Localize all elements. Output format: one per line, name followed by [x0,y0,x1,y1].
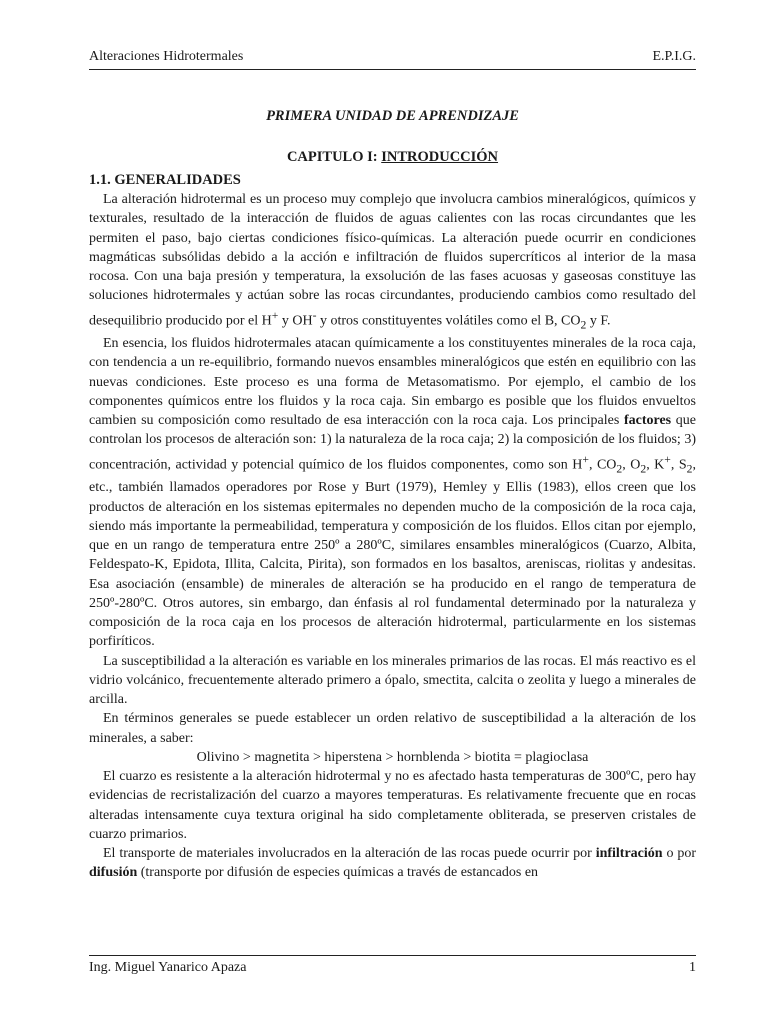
chapter-title [89,148,696,166]
header-title: Alteraciones Hidrotermales [89,49,244,64]
paragraph-7 [89,844,696,883]
susceptibility-series: Olivino > magnetita > hiperstena > hornblenda > biotita = plagioclasa [196,749,589,765]
p2-text-e: , K [646,457,665,473]
p2-text-a: En esencia, los fluidos hidrotermales atacan químicamente a los constituyentes minerales de la roca caja, con tendencia a un re-equilibrio, formando nuevos ensambles mineralógicos que estén en equilibrio con las nuevas condiciones. Este proceso es una forma de Metasomatismo. Por ejemplo, el cambio de los componentes químicos entre los fluidos y la roca caja. Sin embargo es posible que los fluidos envueltos cambien su composición como resultado de esa interacción con la roca caja. Los principales [89,336,696,429]
chapter-name: INTRODUCCIÓN [381,149,499,165]
p2-text-c: , CO [588,457,617,473]
paragraph-6: El cuarzo es resistente a la alteración hidrotermal y no es afectado hasta temperaturas de 300ºC, pero hay evidencias de recristalización del cuarzo a mayores temperaturas. Es relativamente frecuente que en rocas alteradas intensamente cuya textura original ha sido completamente obliterada, se preserven cristales de cuarzo primarios. [89,769,696,842]
page-footer [89,955,696,977]
p7-text-b: o por [662,846,696,862]
p2-text-f: , S [670,457,687,473]
p2-text-g: , etc., también llamados operadores por Rose y Burt (1979), Hemley y Ellis (1983), ellos creen que los productos de alteración en los sistemas epitermales no dependen mucho de la composición de la roca caja, siendo más importante la permeabilidad, temperatura y composición de los fluidos. Ellos citan por ejemplo, que en un rango de temperatura entre 250º a 280ºC, similares ensambles mineralógicos (Cuarzo, Albita, Feldespato-K, Epidota, Illita, Calcita, Pirita), son formados en los basaltos, areniscas, riolitas y andesitas. Esa asociación (ensamble) de minerales de alteración se ha producido en el rango de temperatura de 250º-280ºC. Otros autores, sin embargo, dan énfasis al rol fundamental determinado por la naturaleza y composición de la roca caja en los procesos de alteración hidrotermal, particularmente en los sistemas porfiríticos. [89,457,696,650]
p1-text-c: y otros constituyentes volátiles como el B, CO [316,313,581,329]
p1-text-a: La alteración hidrotermal es un proceso muy complejo que involucra cambios mineralógicos, químicos y texturales, resultado de la interacción de fluidos de aguas calientes con las rocas circundantes que les permiten el paso, bajo ciertas condiciones físico-químicas. La alteración puede ocurrir en condiciones magmáticas subsólidas debido a la acción e infiltración de fluidos supercríticos al interior de la masa rocosa. Con una baja presión y temperatura, la exsolución de las fases acuosas y gaseosas constituye las soluciones hidrotermales y actúan sobre las rocas circundantes, produciendo cambios como resultado del desequilibrio producido por el H [89,192,696,329]
p2-bold-factores: factores [623,413,672,429]
p7-text-a: El transporte de materiales involucrados en la alteración de las rocas puede ocurrir por [103,846,596,862]
p1-sup-1: + [271,308,279,322]
unit-title: PRIMERA UNIDAD DE APRENDIZAJE [266,108,519,124]
p1-sup-2: - [312,308,317,322]
footer-author: Ing. Miguel Yanarico Apaza [89,960,247,975]
p1-sub-1: 2 [580,317,587,331]
document-body [89,170,696,883]
p2-sup-2: + [664,452,671,466]
p2-sub-3: 2 [686,462,693,476]
paragraph-4: En términos generales se puede establecer un orden relativo de susceptibilidad a la alteración de los minerales, a saber: [89,711,696,746]
page-header [89,48,696,70]
p2-sub-1: 2 [616,462,623,476]
header-institution: E.P.I.G. [652,49,696,64]
p2-text-d: , O [622,457,641,473]
p1-text-d: y F. [586,313,611,329]
paragraph-2 [89,334,696,651]
p2-sub-2: 2 [640,462,647,476]
p2-text-b: que controlan los procesos de alteración son: 1) la naturaleza de la roca caja; 2) la composición de los fluidos; 3) concentración, actividad y potencial químico de los fluidos componentes, como son H [89,413,696,473]
p7-bold-infiltracion: infiltración [595,846,663,862]
chapter-prefix: CAPITULO I: [286,149,382,165]
page-number: 1 [689,960,696,975]
p1-text-b: y OH [278,313,313,329]
p7-bold-difusion: difusión [89,865,138,881]
paragraph-3: La susceptibilidad a la alteración es variable en los minerales primarios de las rocas. El más reactivo es el vidrio volcánico, frecuentemente alterado primero a ópalo, smectita, calcita o zeolita y luego a minerales de arcilla. [89,653,696,708]
p7-text-c: (transporte por difusión de especies químicas a través de estancados en [137,865,539,881]
section-heading: 1.1. GENERALIDADES [89,172,241,188]
paragraph-1 [89,190,696,334]
p2-sup-1: + [582,452,589,466]
